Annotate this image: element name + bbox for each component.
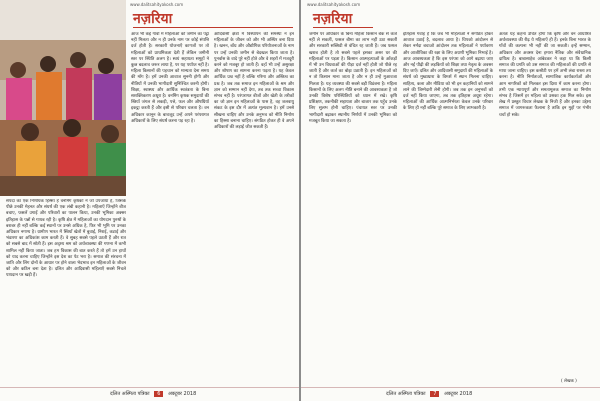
paragraph: आज भी कई गाँवों में महिलाओं को जमीन का पट्टा नहीं मिलता और न ही उनके नाम पर कोई संपत्ति दर्ज होती है। सरकारी योजनाएँ कागजों पर तो महिलाओं को प्राथमिकता देती हैं लेकिन जमीनी स्तर पर स्थिति अलग है। स्वयं सहायता समूहों ने कुछ बदलाव जरूर लाया है, पर यह पर्याप्त नहीं है। महिला किसानों की पहचान को मान्यता देना समय की माँग है। हमें उनकी आवाज सुननी होगी और नीतियों में उनकी भागीदारी सुनिश्चित करनी होगी। शिक्षा, स्वास्थ्य और आर्थिक स्वतंत्रता के बिना सशक्तिकरण अधूरा है। वनमिंग कृषक समुदायों की स्त्रियाँ जंगल से लकड़ी, पत्ते, फल और औषधियाँ इकट्ठा करती हैं और इसी से परिवार चलता है। वन अधिकार कानून के बावजूद उन्हें अपने परंपरागत अधिकारों के लिए संघर्ष करना पड़ रहा है। xyxy=(131,32,209,124)
left-column-2 xyxy=(131,32,209,385)
paragraph: अंततः यह कहना उचित होगा कि कृषि और वन आधारित अर्थव्यवस्था की रीढ़ ये महिलाएँ ही हैं। इनके बिना भारत के गाँवों की कल्पना भी नहीं की जा सकती। इन्हें सम्मान, अधिकार और अवसर देना हमारा नैतिक और संवैधानिक दायित्व है। बाबासाहेब आंबेडकर ने कहा था कि किसी समाज की प्रगति को उस समाज की महिलाओं की प्रगति से मापा जाना चाहिए। इस कसौटी पर हमें अभी लंबा रास्ता तय करना है। नीति निर्माताओं, सामाजिक कार्यकर्ताओं और आम नागरिकों को मिलकर इस दिशा में काम करना होगा। तभी एक न्यायपूर्ण और समतामूलक समाज का निर्माण संभव है जिसमें हर महिला को उसका हक मिल सके। इस लेख में प्रस्तुत विचार लेखक के निजी हैं और इनका उद्देश्य समाज में जागरूकता फैलाना है ताकि इन मुद्दों पर गंभीर चर्चा हो सके। xyxy=(499,32,591,118)
page-url: www.dalitsahityakosh.com xyxy=(307,2,361,7)
paragraph: जमीन पर अधिकार के बिना महिला किसान बैंक से कर्ज नहीं ले सकतीं, फसल बीमा का लाभ नहीं उठा सकतीं और सरकारी सब्सिडी से वंचित रह जाती हैं। जब फसल खराब होती है तो सबसे पहले इसका असर घर की महिलाओं पर पड़ता है। किसान आत्महत्याओं के आँकड़ों में भी उन विधवाओं की पीड़ा दर्ज नहीं होती जो पीछे रह जाती हैं और कर्ज का बोझ उठाती हैं। इन महिलाओं को न तो किसान माना जाता है और न ही उन्हें मुआवजा मिलता है। यह व्यवस्था की सबसे बड़ी विडंबना है। महिला किसानों के लिए अलग नीति बनाने की आवश्यकता है जो उनकी विशेष परिस्थितियों को ध्यान में रखे। कृषि प्रशिक्षण, तकनीकी सहायता और बाजार तक पहुँच उनके लिए सुलभ होनी चाहिए। पंचायत स्तर पर उनकी भागीदारी बढ़ाकर स्थानीय निर्णयों में उनकी भूमिका को मजबूत किया जा सकता है। xyxy=(309,32,397,124)
right-column-1 xyxy=(309,32,397,385)
right-page xyxy=(301,0,600,401)
section-title: नज़रिया xyxy=(133,11,173,27)
women-farmers-photo xyxy=(0,0,126,196)
right-column-2 xyxy=(403,32,493,385)
issue-date: अक्टूबर 2018 xyxy=(443,391,473,397)
page-url: www.dalitsahityakosh.com xyxy=(130,2,184,7)
title-rule xyxy=(313,27,373,28)
page-number: 6 xyxy=(154,391,163,397)
page-footer xyxy=(0,387,299,401)
left-column-3 xyxy=(214,32,294,385)
paragraph: आदिवासी क्षेत्रों में विस्थापन की समस्या ने इन महिलाओं के जीवन को और भी अस्थिर बना दिया है। खनन, बाँध और औद्योगिक परियोजनाओं के नाम पर उन्हें उनकी जमीन से बेदखल किया जाता है। पुनर्वास के वादे पूरे नहीं होते और वे शहरों में मजदूरी करने को मजबूर हो जाती हैं। वहाँ भी उन्हें असुरक्षा और शोषण का सामना करना पड़ता है। यह केवल आर्थिक प्रश्न नहीं है बल्कि गरिमा और अस्तित्व का प्रश्न है। जब तक समाज इन महिलाओं के श्रम और ज्ञान को सम्मान नहीं देगा, तब तक सच्चा विकास संभव नहीं है। परंपरागत बीजों और खेती के तरीकों का जो ज्ञान इन महिलाओं के पास है, वह जलवायु संकट के इस दौर में अत्यंत मूल्यवान है। हमें उनसे सीखना चाहिए और उनके अनुभव को नीति निर्माण का हिस्सा बनाना चाहिए। संगठित होकर ही वे अपने अधिकारों की लड़ाई जीत सकती हैं। xyxy=(214,32,294,131)
footer-text xyxy=(386,391,472,397)
article-photo xyxy=(0,0,126,196)
paragraph: इतिहास गवाह है कि जब भी महिलाओं ने संगठित होकर आवाज उठाई है, बदलाव आया है। चिपको आंदोलन से लेकर नर्मदा बचाओ आंदोलन तक महिलाओं ने पर्यावरण और आजीविका की रक्षा के लिए अग्रणी भूमिका निभाई है। आज आवश्यकता है कि इस परंपरा को आगे बढ़ाया जाए और नई पीढ़ी की लड़कियों को शिक्षा तथा नेतृत्व के अवसर दिए जाएँ। दलित और आदिवासी समुदायों की महिलाओं के संघर्ष को मुख्यधारा के विमर्श में स्थान मिलना चाहिए। साहित्य, कला और मीडिया को भी इन कहानियों को सामने लाने की जिम्मेदारी लेनी होगी। जब तक इन अनुभवों को दर्ज नहीं किया जाएगा, तब तक इतिहास अधूरा रहेगा। महिलाओं की आर्थिक आत्मनिर्भरता केवल उनके परिवार के लिए ही नहीं बल्कि पूरे समाज के लिए लाभकारी है। xyxy=(403,32,493,112)
title-rule xyxy=(133,27,293,28)
left-page xyxy=(0,0,299,401)
left-column-1 xyxy=(6,199,126,385)
author-signature: ( लेखक ) xyxy=(561,379,577,384)
right-column-3 xyxy=(499,32,591,377)
issue-date: अक्टूबर 2018 xyxy=(167,391,197,397)
magazine-name: दलित अस्मिता पत्रिका xyxy=(110,391,150,397)
page-number: 7 xyxy=(430,391,439,397)
section-title: नज़रिया xyxy=(313,11,353,27)
footer-text xyxy=(110,391,196,397)
magazine-name: दलित अस्मिता पत्रिका xyxy=(386,391,426,397)
paragraph: संपदा का एक निर्णायक हिस्सा है वनमिंग कृषकों ने जो उपजाया है, जिसके पीछे उनकी मेहनत और संघर्ष की एक लंबी कहानी है। महिलाएँ जिन्होंने बीज बचाए, फसलें उगाईं और परिवारों का पालन किया, उनकी भूमिका अक्सर इतिहास के पन्नों से गायब रही है। कृषि क्षेत्र में महिलाओं का योगदान पुरुषों के बराबर ही नहीं बल्कि कई स्थानों पर उनसे अधिक है, फिर भी भूमि पर उनका अधिकार नगण्य है। ग्रामीण भारत में स्त्रियाँ खेतों में बुवाई, निराई, कटाई और भंडारण का अधिकांश काम करती हैं। वे सुबह सबसे पहले उठती हैं और रात को सबसे बाद में सोती हैं। इस अदृश्य श्रम को अर्थव्यवस्था की गणना में कभी शामिल नहीं किया जाता। जब हम विकास की बात करते हैं तो हमें उन हाथों को याद करना चाहिए जिन्होंने इस देश का पेट भरा है। समाज की संरचना में जाति और लिंग दोनों के आधार पर होने वाला भेदभाव इन महिलाओं के जीवन को और कठिन बना देता है। दलित और आदिवासी महिलाएँ सबसे निचले पायदान पर खड़ी हैं। xyxy=(6,199,126,279)
page-footer xyxy=(301,387,600,401)
